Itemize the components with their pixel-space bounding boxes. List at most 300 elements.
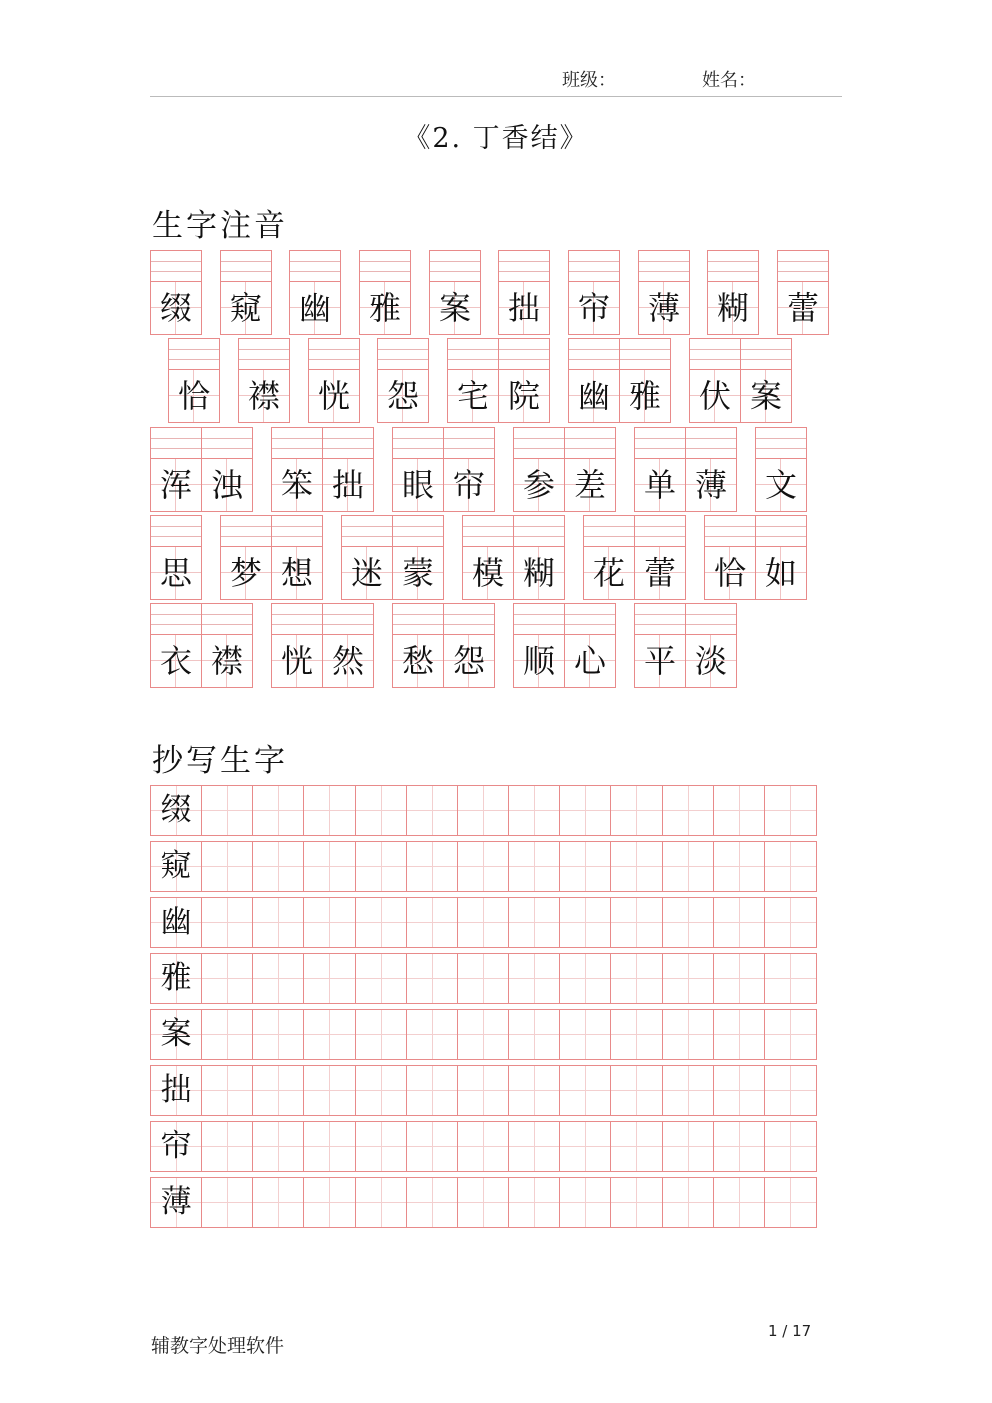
pinyin-lines	[777, 250, 829, 281]
character-box: 案	[740, 369, 792, 423]
copy-practice-box[interactable]	[304, 954, 355, 1003]
character-box: 怨	[443, 634, 495, 688]
copy-row	[150, 953, 817, 1004]
pinyin-group	[341, 515, 443, 599]
copy-practice-box[interactable]	[663, 1010, 714, 1059]
pinyin-group	[150, 515, 201, 599]
pinyin-group	[513, 603, 615, 687]
pinyin-lines	[498, 338, 550, 369]
pinyin-lines	[707, 250, 759, 281]
copy-practice-box[interactable]	[304, 1122, 355, 1171]
copy-practice-box[interactable]	[253, 954, 304, 1003]
copy-practice-box[interactable]	[560, 1178, 611, 1227]
pinyin-cell	[359, 250, 410, 334]
character-box: 蕾	[777, 281, 829, 335]
pinyin-group	[447, 338, 549, 422]
character-box: 文	[755, 458, 807, 512]
copy-practice-box[interactable]	[714, 898, 765, 947]
copy-practice-box[interactable]	[663, 1178, 714, 1227]
copy-practice-box[interactable]	[253, 1178, 304, 1227]
character-box: 帘	[568, 281, 620, 335]
pinyin-group	[308, 338, 359, 422]
character-box: 差	[564, 458, 616, 512]
copy-model-char: 幽	[151, 898, 202, 947]
copy-practice-box[interactable]	[407, 1178, 458, 1227]
copy-practice-box[interactable]	[714, 1122, 765, 1171]
copy-practice-box[interactable]	[356, 1122, 407, 1171]
copy-practice-box[interactable]	[611, 898, 662, 947]
character-box: 糊	[707, 281, 759, 335]
copy-practice-box[interactable]	[458, 1066, 509, 1115]
character-box: 院	[498, 369, 550, 423]
pinyin-cell	[685, 427, 736, 511]
pinyin-cell	[619, 338, 670, 422]
copy-practice-box[interactable]	[509, 1122, 560, 1171]
name-label: 姓名：	[702, 70, 756, 91]
pinyin-lines	[564, 603, 616, 634]
section-title-copy: 抄写生字	[152, 743, 288, 779]
pinyin-lines	[201, 427, 253, 458]
copy-practice-box[interactable]	[611, 1010, 662, 1059]
copy-practice-box[interactable]	[509, 898, 560, 947]
copy-practice-box[interactable]	[560, 1066, 611, 1115]
pinyin-lines	[513, 427, 565, 458]
pinyin-cell	[201, 603, 252, 687]
copy-practice-box[interactable]	[509, 1010, 560, 1059]
pinyin-lines	[513, 603, 565, 634]
pinyin-lines	[150, 515, 202, 546]
copy-practice-box[interactable]	[663, 842, 714, 891]
pinyin-group	[634, 603, 736, 687]
copy-practice-box[interactable]	[560, 898, 611, 947]
copy-model-char: 案	[151, 1010, 202, 1059]
page-title: 《2. 丁香结》	[403, 123, 589, 154]
pinyin-cell	[704, 515, 755, 599]
pinyin-group	[220, 250, 271, 334]
pinyin-lines	[220, 515, 272, 546]
pinyin-cell	[498, 250, 549, 334]
pinyin-lines	[220, 250, 272, 281]
copy-practice-box[interactable]	[253, 842, 304, 891]
copy-practice-box[interactable]	[356, 954, 407, 1003]
pinyin-cell	[392, 427, 443, 511]
character-box: 帘	[443, 458, 495, 512]
pinyin-group	[568, 250, 619, 334]
character-box: 窥	[220, 281, 272, 335]
pinyin-lines	[564, 427, 616, 458]
character-box: 伏	[689, 369, 741, 423]
pinyin-lines	[429, 250, 481, 281]
pinyin-lines	[443, 427, 495, 458]
character-box: 襟	[238, 369, 290, 423]
pinyin-lines	[377, 338, 429, 369]
copy-model-char: 帘	[151, 1122, 202, 1171]
pinyin-group	[271, 427, 373, 511]
copy-practice-box[interactable]	[407, 1010, 458, 1059]
pinyin-cell	[271, 603, 322, 687]
copy-practice-box[interactable]	[765, 954, 816, 1003]
pinyin-lines	[704, 515, 756, 546]
copy-practice-box[interactable]	[714, 1178, 765, 1227]
copy-row	[150, 841, 817, 892]
character-box: 襟	[201, 634, 253, 688]
pinyin-lines	[201, 603, 253, 634]
character-box: 浑	[150, 458, 202, 512]
copy-practice-box[interactable]	[509, 954, 560, 1003]
pinyin-cell	[271, 427, 322, 511]
pinyin-cell	[322, 603, 373, 687]
copy-practice-box[interactable]	[611, 786, 662, 835]
pinyin-group	[568, 338, 670, 422]
pinyin-cell	[583, 515, 634, 599]
pinyin-group	[168, 338, 219, 422]
copy-practice-box[interactable]	[663, 786, 714, 835]
pinyin-group	[289, 250, 340, 334]
pinyin-lines	[150, 427, 202, 458]
copy-model-char: 薄	[151, 1178, 202, 1227]
character-box: 恍	[271, 634, 323, 688]
pinyin-group	[429, 250, 480, 334]
pinyin-cell	[150, 603, 201, 687]
character-box: 幽	[289, 281, 341, 335]
pinyin-lines	[308, 338, 360, 369]
pinyin-lines	[583, 515, 635, 546]
pinyin-lines	[271, 427, 323, 458]
pinyin-group	[704, 515, 806, 599]
pinyin-cell	[308, 338, 359, 422]
pinyin-group	[462, 515, 564, 599]
copy-practice-box[interactable]	[202, 1178, 253, 1227]
copy-practice-box[interactable]	[356, 1010, 407, 1059]
pinyin-cell	[322, 427, 373, 511]
copy-practice-box[interactable]	[356, 842, 407, 891]
pinyin-cell	[443, 427, 494, 511]
character-box: 淡	[685, 634, 737, 688]
pinyin-cell	[689, 338, 740, 422]
copy-practice-box[interactable]	[611, 1178, 662, 1227]
pinyin-lines	[238, 338, 290, 369]
copy-practice-box[interactable]	[560, 1010, 611, 1059]
copy-practice-box[interactable]	[663, 898, 714, 947]
copy-practice-box[interactable]	[765, 898, 816, 947]
copy-practice-box[interactable]	[560, 786, 611, 835]
copy-practice-box[interactable]	[356, 1178, 407, 1227]
copy-practice-box[interactable]	[611, 954, 662, 1003]
pinyin-lines	[392, 603, 444, 634]
pinyin-cell	[638, 250, 689, 334]
header-divider	[150, 96, 842, 97]
footer-brand: 辅教字处理软件	[151, 1335, 285, 1357]
copy-practice-box[interactable]	[714, 786, 765, 835]
character-box: 平	[634, 634, 686, 688]
copy-practice-box[interactable]	[202, 842, 253, 891]
copy-practice-box[interactable]	[765, 1066, 816, 1115]
pinyin-group	[359, 250, 410, 334]
copy-practice-box[interactable]	[356, 898, 407, 947]
copy-practice-box[interactable]	[202, 954, 253, 1003]
copy-row	[150, 1121, 817, 1172]
pinyin-lines	[638, 250, 690, 281]
copy-model-char: 拙	[151, 1066, 202, 1115]
pinyin-lines	[289, 250, 341, 281]
pinyin-cell	[634, 427, 685, 511]
pinyin-lines	[271, 515, 323, 546]
copy-practice-box[interactable]	[304, 786, 355, 835]
pinyin-cell	[513, 603, 564, 687]
pinyin-cell	[429, 250, 480, 334]
pinyin-cell	[634, 515, 685, 599]
copy-practice-box[interactable]	[458, 842, 509, 891]
pinyin-cell	[443, 603, 494, 687]
character-box: 眼	[392, 458, 444, 512]
pinyin-cell	[462, 515, 513, 599]
pinyin-cell	[271, 515, 322, 599]
copy-practice-box[interactable]	[765, 1122, 816, 1171]
copy-practice-box[interactable]	[407, 898, 458, 947]
pinyin-lines	[634, 603, 686, 634]
pinyin-group	[634, 427, 736, 511]
copy-practice-box[interactable]	[560, 1122, 611, 1171]
pinyin-group	[707, 250, 758, 334]
copy-practice-box[interactable]	[458, 1122, 509, 1171]
pinyin-cell	[755, 427, 806, 511]
character-box: 花	[583, 546, 635, 600]
pinyin-cell	[777, 250, 828, 334]
pinyin-cell	[392, 515, 443, 599]
copy-practice-box[interactable]	[765, 786, 816, 835]
copy-row	[150, 1177, 817, 1228]
copy-practice-box[interactable]	[509, 1066, 560, 1115]
pinyin-lines	[755, 427, 807, 458]
copy-practice-box[interactable]	[611, 1122, 662, 1171]
copy-practice-box[interactable]	[253, 1066, 304, 1115]
copy-practice-box[interactable]	[407, 786, 458, 835]
pinyin-lines	[168, 338, 220, 369]
pinyin-cell	[447, 338, 498, 422]
copy-practice-box[interactable]	[202, 898, 253, 947]
pinyin-lines	[568, 338, 620, 369]
pinyin-lines	[150, 250, 202, 281]
copy-practice-box[interactable]	[509, 1178, 560, 1227]
pinyin-lines	[689, 338, 741, 369]
character-box: 缀	[150, 281, 202, 335]
copy-practice-box[interactable]	[407, 1066, 458, 1115]
pinyin-group	[377, 338, 428, 422]
copy-practice-box[interactable]	[458, 1010, 509, 1059]
pinyin-group	[238, 338, 289, 422]
copy-row	[150, 785, 817, 836]
pinyin-group	[150, 250, 201, 334]
pinyin-lines	[498, 250, 550, 281]
character-box: 恰	[168, 369, 220, 423]
character-box: 单	[634, 458, 686, 512]
pinyin-lines	[392, 515, 444, 546]
pinyin-lines	[443, 603, 495, 634]
character-box: 宅	[447, 369, 499, 423]
character-box: 笨	[271, 458, 323, 512]
character-box: 心	[564, 634, 616, 688]
copy-practice-box[interactable]	[765, 1010, 816, 1059]
pinyin-cell	[755, 515, 806, 599]
copy-practice-box[interactable]	[560, 842, 611, 891]
pinyin-cell	[238, 338, 289, 422]
copy-practice-box[interactable]	[304, 898, 355, 947]
pinyin-cell	[498, 338, 549, 422]
copy-practice-box[interactable]	[458, 786, 509, 835]
copy-row	[150, 1009, 817, 1060]
copy-practice-box[interactable]	[663, 954, 714, 1003]
pinyin-group	[777, 250, 828, 334]
character-box: 拙	[498, 281, 550, 335]
character-box: 蕾	[634, 546, 686, 600]
copy-practice-box[interactable]	[253, 898, 304, 947]
copy-practice-box[interactable]	[304, 1066, 355, 1115]
page-number: 1 / 17	[768, 1322, 812, 1340]
pinyin-cell	[289, 250, 340, 334]
pinyin-cell	[341, 515, 392, 599]
copy-model-char: 窥	[151, 842, 202, 891]
copy-practice-box[interactable]	[611, 842, 662, 891]
pinyin-lines	[462, 515, 514, 546]
copy-practice-box[interactable]	[407, 1122, 458, 1171]
copy-practice-box[interactable]	[765, 842, 816, 891]
character-box: 恰	[704, 546, 756, 600]
character-box: 薄	[638, 281, 690, 335]
character-box: 顺	[513, 634, 565, 688]
pinyin-group	[392, 603, 494, 687]
copy-practice-box[interactable]	[458, 898, 509, 947]
character-box: 梦	[220, 546, 272, 600]
copy-practice-box[interactable]	[714, 842, 765, 891]
character-box: 衣	[150, 634, 202, 688]
pinyin-group	[513, 427, 615, 511]
pinyin-lines	[685, 603, 737, 634]
pinyin-cell	[150, 427, 201, 511]
pinyin-group	[220, 515, 322, 599]
copy-practice-box[interactable]	[356, 786, 407, 835]
copy-practice-box[interactable]	[253, 1010, 304, 1059]
copy-practice-box[interactable]	[560, 954, 611, 1003]
pinyin-lines	[341, 515, 393, 546]
pinyin-lines	[568, 250, 620, 281]
pinyin-lines	[755, 515, 807, 546]
character-box: 然	[322, 634, 374, 688]
character-box: 恍	[308, 369, 360, 423]
copy-practice-box[interactable]	[202, 1066, 253, 1115]
pinyin-cell	[220, 515, 271, 599]
character-box: 思	[150, 546, 202, 600]
character-box: 怨	[377, 369, 429, 423]
pinyin-lines	[271, 603, 323, 634]
pinyin-cell	[568, 250, 619, 334]
character-box: 拙	[322, 458, 374, 512]
pinyin-lines	[359, 250, 411, 281]
copy-practice-box[interactable]	[356, 1066, 407, 1115]
pinyin-group	[755, 427, 806, 511]
pinyin-lines	[685, 427, 737, 458]
pinyin-group	[150, 427, 252, 511]
copy-practice-box[interactable]	[714, 954, 765, 1003]
pinyin-cell	[564, 603, 615, 687]
copy-row	[150, 897, 817, 948]
pinyin-group	[583, 515, 685, 599]
copy-practice-box[interactable]	[765, 1178, 816, 1227]
copy-practice-box[interactable]	[714, 1010, 765, 1059]
copy-practice-box[interactable]	[304, 842, 355, 891]
copy-practice-box[interactable]	[202, 1122, 253, 1171]
pinyin-cell	[740, 338, 791, 422]
pinyin-lines	[322, 427, 374, 458]
class-label: 班级：	[562, 70, 616, 91]
pinyin-lines	[634, 427, 686, 458]
copy-practice-box[interactable]	[304, 1178, 355, 1227]
character-box: 雅	[619, 369, 671, 423]
copy-practice-box[interactable]	[253, 786, 304, 835]
copy-practice-box[interactable]	[407, 954, 458, 1003]
copy-row	[150, 1065, 817, 1116]
character-box: 想	[271, 546, 323, 600]
character-box: 模	[462, 546, 514, 600]
copy-practice-box[interactable]	[509, 842, 560, 891]
copy-practice-box[interactable]	[458, 954, 509, 1003]
character-box: 参	[513, 458, 565, 512]
character-box: 如	[755, 546, 807, 600]
character-box: 幽	[568, 369, 620, 423]
copy-practice-box[interactable]	[611, 1066, 662, 1115]
pinyin-cell	[201, 427, 252, 511]
pinyin-lines	[322, 603, 374, 634]
character-box: 案	[429, 281, 481, 335]
copy-practice-box[interactable]	[458, 1178, 509, 1227]
character-box: 薄	[685, 458, 737, 512]
copy-practice-box[interactable]	[253, 1122, 304, 1171]
copy-practice-box[interactable]	[663, 1066, 714, 1115]
character-box: 糊	[513, 546, 565, 600]
pinyin-cell	[568, 338, 619, 422]
pinyin-cell	[634, 603, 685, 687]
copy-practice-box[interactable]	[509, 786, 560, 835]
character-box: 愁	[392, 634, 444, 688]
character-box: 雅	[359, 281, 411, 335]
pinyin-cell	[685, 603, 736, 687]
character-box: 蒙	[392, 546, 444, 600]
pinyin-group	[498, 250, 549, 334]
pinyin-group	[271, 603, 373, 687]
character-box: 浊	[201, 458, 253, 512]
copy-model-char: 雅	[151, 954, 202, 1003]
pinyin-lines	[619, 338, 671, 369]
pinyin-cell	[150, 250, 201, 334]
pinyin-lines	[447, 338, 499, 369]
pinyin-cell	[513, 427, 564, 511]
pinyin-group	[392, 427, 494, 511]
pinyin-lines	[740, 338, 792, 369]
pinyin-lines	[392, 427, 444, 458]
pinyin-cell	[168, 338, 219, 422]
character-box: 迷	[341, 546, 393, 600]
pinyin-cell	[220, 250, 271, 334]
pinyin-lines	[513, 515, 565, 546]
pinyin-cell	[392, 603, 443, 687]
copy-practice-box[interactable]	[663, 1122, 714, 1171]
copy-practice-box[interactable]	[407, 842, 458, 891]
copy-practice-box[interactable]	[202, 786, 253, 835]
copy-practice-box[interactable]	[304, 1010, 355, 1059]
pinyin-cell	[150, 515, 201, 599]
copy-practice-box[interactable]	[714, 1066, 765, 1115]
pinyin-cell	[377, 338, 428, 422]
copy-practice-box[interactable]	[202, 1010, 253, 1059]
